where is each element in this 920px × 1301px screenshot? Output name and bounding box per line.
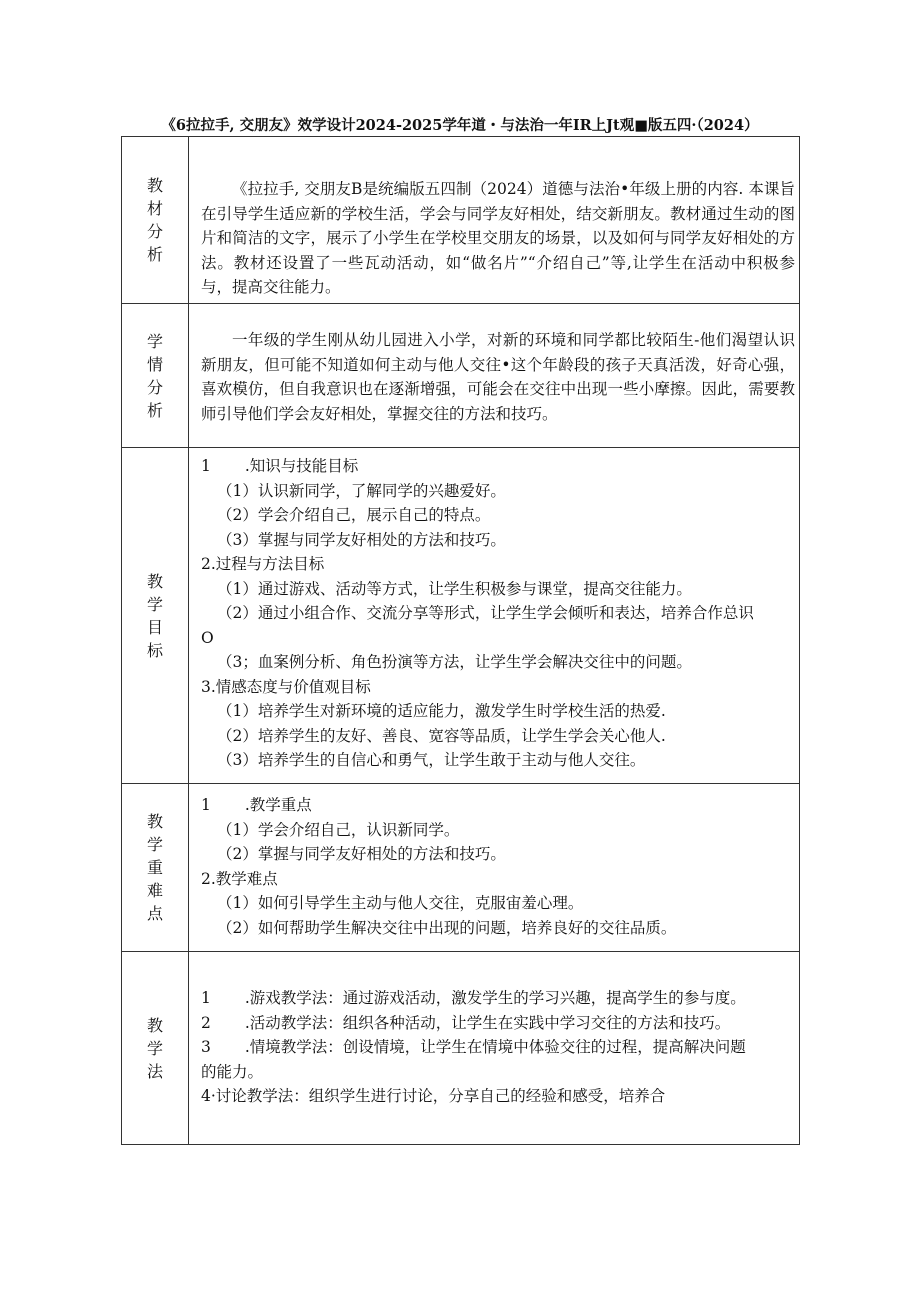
document-title: 《6拉拉手, 交朋友》效学设计2024-2025学年道・与法治一年IR上Jt观■版五四·（2024）: [161, 117, 759, 134]
list-item: （1）培养学生对新环境的适应能力，激发学生时学校生活的热爱.: [217, 702, 666, 720]
label-char: 分: [146, 222, 163, 241]
row-label-key-difficult-points: [122, 784, 189, 952]
list-item: [201, 1011, 795, 1036]
table-row: [122, 137, 800, 304]
list-item: （2）培养学生的友好、善良、宽容等品质，让学生学会关心他人.: [217, 726, 666, 745]
list-item: （2）通过小组合作、交流分享等形式，让学生学会倾听和表达，培养合作总识: [217, 604, 754, 622]
list-item: 2.教学难点: [201, 869, 278, 888]
list-item: 的能力。: [201, 1062, 264, 1081]
label-char: 析: [146, 400, 163, 420]
label-char: 分: [146, 377, 163, 397]
item-text: .教学重点: [244, 796, 312, 814]
table-row: [122, 952, 800, 1145]
item-number: 1: [201, 457, 211, 475]
lesson-plan-table: [121, 136, 800, 1145]
label-char: 教: [146, 1015, 163, 1035]
item-number: 1: [201, 796, 211, 814]
label-char: 析: [146, 245, 163, 264]
list-item: 4·讨论教学法：组织学生进行讨论，分享自己的经验和感受，培养合: [201, 1087, 666, 1105]
textbook-analysis-text: 《拉拉手, 交朋友B是统编版五四制（2024）道德与法治•年级上册的内容. 本课旨在引导学生适应新的学校生活，学会与同学友好相处，结交新朋友。教材通过生动的图片和简洁的文字，展示了小学生在学校里交朋友的场景，以及如何与同学友好相处的方法。教材还设置了一些瓦动活动，如“做名片”“介绍自己”等,让学生在活动中积极参与，提高交往能力。: [201, 180, 795, 296]
student-analysis-cell: [189, 304, 800, 448]
list-item: [201, 454, 795, 479]
label-char: 目: [146, 617, 163, 637]
item-text: .知识与技能目标: [244, 457, 359, 475]
list-item: （3）掌握与同学友好相处的方法和技巧。: [217, 530, 506, 549]
label-char: 难: [146, 881, 163, 900]
item-number: 1: [201, 989, 211, 1007]
list-item: （1）如何引导学生主动与他人交往，克服宙羞心理。: [217, 894, 584, 912]
teaching-goals-cell: [189, 448, 800, 784]
list-item: （1）通过游戏、活动等方式，让学生积极参与课堂，提高交往能力。: [217, 579, 692, 598]
label-char: 学: [146, 1038, 163, 1058]
label-char: 学: [146, 331, 163, 351]
table-row: [122, 784, 800, 952]
label-char: 学: [146, 594, 163, 614]
row-label-student-analysis: [122, 304, 189, 448]
list-item: （1）认识新同学，了解同学的兴趣爱好。: [217, 481, 506, 500]
key-difficult-points-cell: [189, 784, 800, 952]
label-char: 重: [146, 858, 163, 877]
list-item: （3；血案例分析、角色扮演等方法，让学生学会解决交往中的问题。: [217, 653, 692, 671]
row-label-textbook-analysis: [122, 137, 189, 304]
row-label-teaching-goals: [122, 448, 189, 784]
list-item: （2）如何帮助学生解决交往中出现的问题，培养良好的交往品质。: [217, 918, 677, 937]
label-char: 点: [146, 904, 163, 923]
table-row: [122, 448, 800, 784]
label-char: 标: [146, 640, 163, 660]
label-char: 教: [146, 812, 163, 831]
list-item: （3）培养学生的自信心和勇气，让学生敢于主动与他人交往。: [217, 751, 646, 769]
label-char: 情: [146, 354, 163, 374]
list-item: [201, 793, 795, 818]
item-number: 2: [201, 1013, 211, 1032]
item-text: .情境教学法：创设情境，让学生在情境中体验交往的过程，提高解决问题: [244, 1038, 746, 1056]
list-item: （2）掌握与同学友好相处的方法和技巧。: [217, 845, 506, 863]
list-item: （1）学会介绍自己，认识新同学。: [217, 820, 460, 839]
label-char: 教: [146, 176, 163, 195]
label-char: 材: [146, 199, 163, 218]
textbook-analysis-cell: [189, 137, 800, 304]
teaching-methods-cell: [189, 952, 800, 1145]
item-text: .活动教学法：组织各种活动，让学生在实践中学习交往的方法和技巧。: [244, 1013, 731, 1032]
label-char: 学: [146, 835, 163, 854]
list-item: [201, 986, 795, 1011]
student-analysis-text: 一年级的学生刚从幼儿园进入小学，对新的环境和同学都比较陌生-他们渴望认识新朋友，但可能不知道如何主动与他人交往•这个年龄段的孩子天真活泼，好奇心强，喜欢模仿，但自我意识也在逐渐增强，可能会在交往中出现一些小摩擦。因此，需要教师引导他们学会友好相处，掌握交往的方法和技巧。: [201, 331, 795, 423]
list-item: 2.过程与方法目标: [201, 555, 325, 573]
item-number: 3: [201, 1038, 211, 1056]
list-item: （2）学会介绍自己，展示自己的特点。: [217, 506, 491, 524]
item-text: .游戏教学法：通过游戏活动，激发学生的学习兴趣，提高学生的参与度。: [244, 989, 746, 1007]
list-item: [201, 1035, 795, 1060]
table-row: [122, 304, 800, 448]
label-char: 法: [146, 1061, 163, 1081]
label-char: 教: [146, 571, 163, 591]
row-label-teaching-methods: [122, 952, 189, 1145]
list-item: O: [201, 628, 214, 647]
list-item: 3.情感态度与价值观目标: [201, 677, 371, 696]
